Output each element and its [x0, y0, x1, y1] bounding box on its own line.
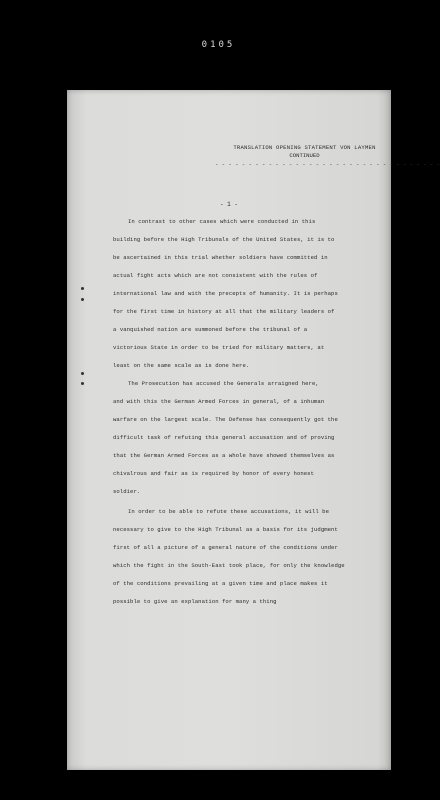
- paragraph-3-line: possible to give an explanation for many a thing: [113, 598, 277, 605]
- paragraph-2-line: and with this the German Armed Forces in general, of a inhuman: [113, 398, 325, 405]
- paragraph-3-line: necessary to give to the High Tribunal as a basis for its judgment: [113, 526, 338, 533]
- paragraph-1-line: victorious State in order to be tried for military matters, at: [113, 344, 325, 351]
- paragraph-1-line: building before the High Tribunals of the United States, it is to: [113, 236, 335, 243]
- paragraph-3-line: which the fight in the South-East took place, for only the knowledge: [113, 562, 345, 569]
- paragraph-2-line: warfare on the largest scale. The Defense has consequently got the: [113, 416, 338, 423]
- paragraph-2-line: difficult task of refuting this general accusation and of proving: [113, 434, 335, 441]
- page-number: - 1 -: [219, 201, 238, 208]
- paragraph-1-line: international law and with the precepts of humanity. It is perhaps: [113, 290, 338, 297]
- paragraph-2-line: that the German Armed Forces as a whole have showed themselves as: [113, 452, 335, 459]
- paragraph-2-line: The Prosecution has accused the Generals arraigned here,: [128, 380, 319, 387]
- paragraph-3-line: In order to be able to refute these accusations, it will be: [128, 508, 330, 515]
- document-page: [67, 90, 440, 770]
- paragraph-1-line: be ascertained in this trial whether soldiers have committed in: [113, 254, 328, 261]
- paragraph-1-line: In contrast to other cases which were conducted in this: [128, 218, 316, 225]
- document-heading: TRANSLATION OPENING STATEMENT VON LAYMEN: [233, 144, 376, 151]
- punch-hole-mark: [81, 298, 84, 301]
- heading-separator: - - - - - - - - - - - - - - - - - - - - - - - - - - - - - - - - - -: [215, 161, 440, 168]
- frame-number: 0105: [201, 40, 236, 50]
- punch-hole-mark: [81, 382, 84, 385]
- punch-hole-mark: [81, 287, 84, 290]
- punch-hole-mark: [81, 372, 84, 375]
- document-heading-continued: CONTINUED: [289, 152, 320, 159]
- paragraph-3-line: of the conditions prevailing at a given time and place makes it: [113, 580, 328, 587]
- paragraph-1-line: actual fight acts which are not consistent with the rules of: [113, 272, 318, 279]
- paragraph-2-line: chivalrous and fair as is required by honor of every honest: [113, 470, 315, 477]
- paragraph-3-line: first of all a picture of a general nature of the conditions under: [113, 544, 338, 551]
- paragraph-2-line: soldier.: [113, 488, 141, 495]
- paragraph-1-line: least on the same scale as is done here.: [113, 362, 250, 369]
- paragraph-1-line: for the first time in history at all that the military leaders of: [113, 308, 335, 315]
- paragraph-1-line: a vanquished nation are summoned before the tribunal of a: [113, 326, 308, 333]
